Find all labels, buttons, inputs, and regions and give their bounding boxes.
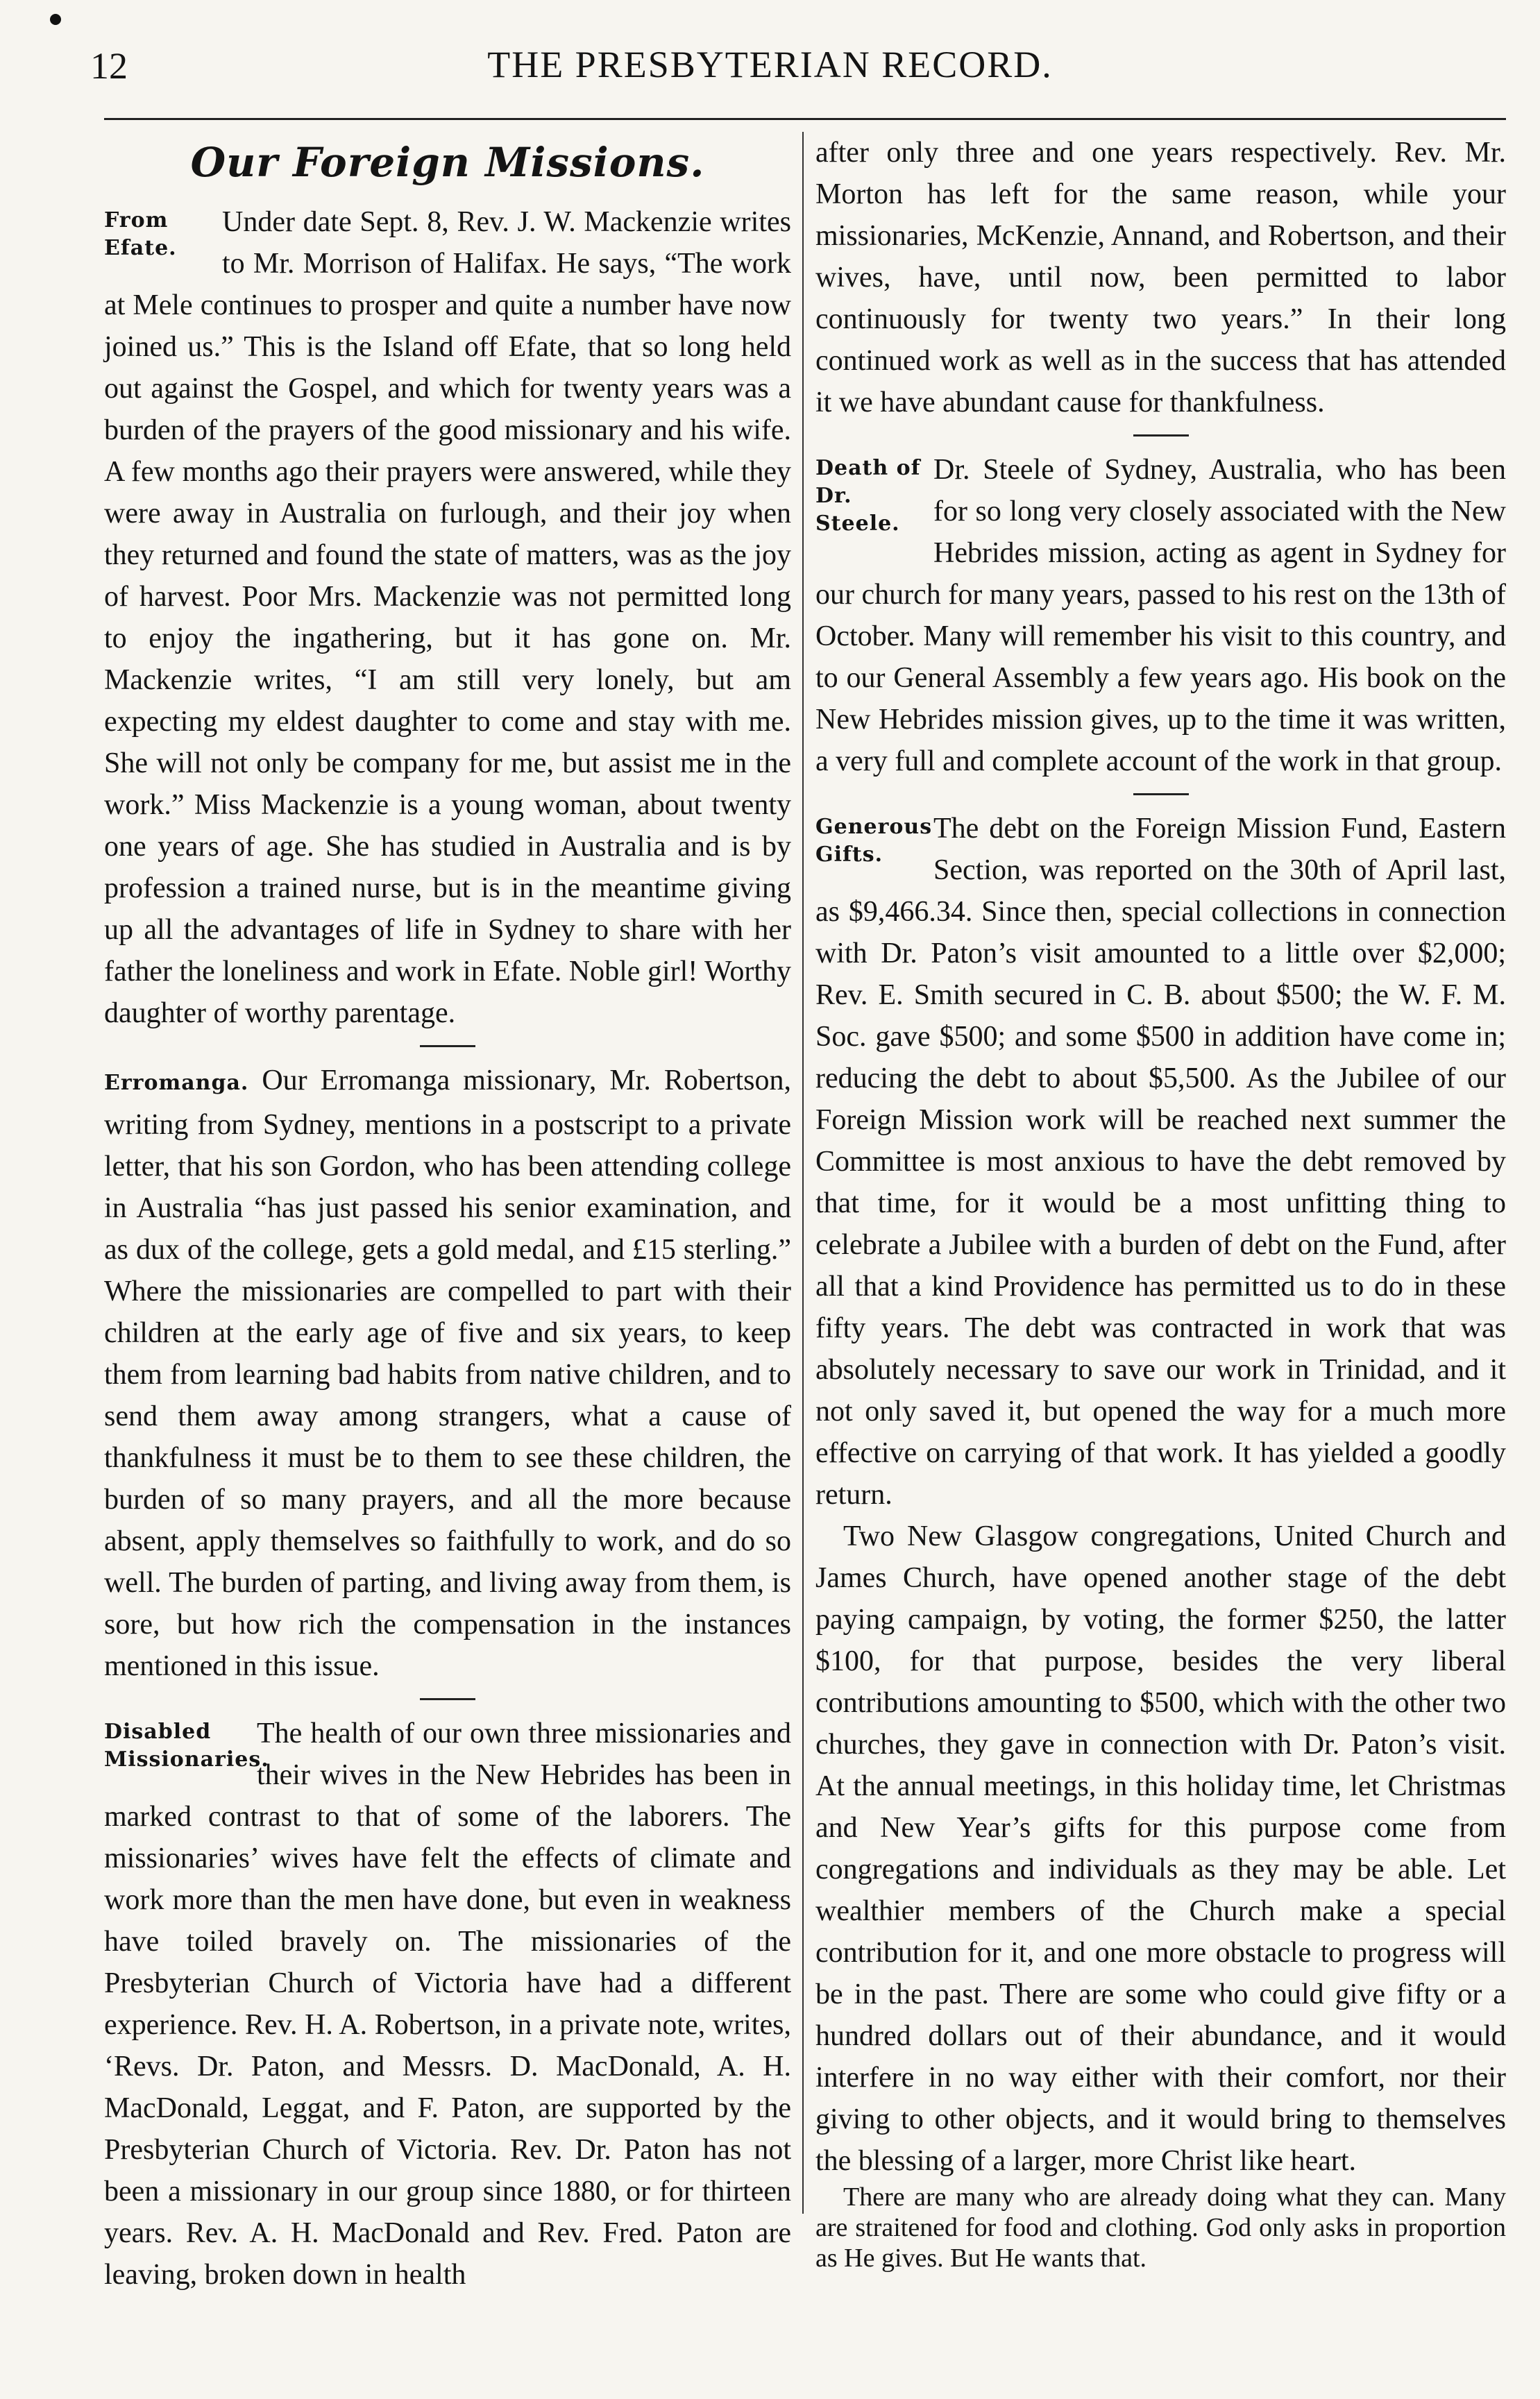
sidehead-efate: From Efate. — [104, 208, 177, 260]
article-gifts-text: The debt on the Foreign Mission Fund, Eastern Section, was reported on the 30th of April last, as $9,466.34. Since then, special collections in connection with Dr. Paton’s visit amounted to a little over $2,000; Rev. E. Smith secured in C. B. about $500; the W. F. M. Soc. gave $500; and some $500 in addition have come in; reducing the debt to about $5,500. As the Jubilee of our Foreign Mission work will be reached next summer the Committee is most anxious to have the debt removed by that time, for it would be a most unfitting thing to celebrate a Jubilee with a burden of debt on the Fund, after all that a kind Providence has permitted us to do in these fifty years. The debt was contracted in work that was absolutely necessary to save our work in Trinidad, and it not only saved it, but opened the way for a much more effective on carrying of that work. It has yielded a goodly return. — [815, 813, 1506, 1511]
article-steele — [815, 449, 1506, 782]
article-erromanga-text: Our Erromanga missionary, Mr. Robertson, writing from Sydney, mentions in a postscript to a private letter, that his son Gordon, who has been attending college in Australia “has just passed his senior examination, and as dux of the college, gets a gold medal, and £15 sterling.” Where the missionaries are compelled to part with their children at the early age of five and six years, to keep them from learning bad habits from native children, and to send them away among strangers, what a cause of thankfulness it must be to them to see these children, the burden of so many prayers, and all the more because absent, apply themselves so faithfully to work, and do so well. The burden of parting, and living away from them, is sore, but how rich the compensation in the instances mentioned in this issue. — [104, 1065, 791, 1682]
divider — [1133, 434, 1189, 436]
article-steele-text: Dr. Steele of Sydney, Australia, who has been for so long very closely associated with the New Hebrides mission, acting as agent in Sydney for our church for many years, passed to his rest on the 13th of October. Many will remember his visit to this country, and to our General Assembly a few years ago. His book on the New Hebrides mission gives, up to the time it was written, a very full and complete account of the work in that group. — [815, 454, 1506, 777]
section-masthead: Our Foreign Missions. — [190, 139, 705, 186]
divider — [420, 1698, 475, 1700]
article-disabled-text: The health of our own three missionaries and their wives in the New Hebrides has been in marked contrast to that of some of the laborers. The missionaries’ wives have felt the effects of climate and work more than the men have done, but even in weakness have toiled bravely on. The missionaries of the Presbyterian Church of Victoria have had a different experience. Rev. H. A. Robertson, in a private note, writes, ‘Revs. Dr. Paton, and Messrs. D. MacDonald, A. H. MacDonald, Leggat, and F. Paton, are supported by the Presbyterian Church of Victoria. Rev. Dr. Paton has not been a missionary in our group since 1880, or for thirteen years. Rev. A. H. MacDonald and Rev. Fred. Paton are leaving, broken down in health — [104, 1718, 791, 2291]
divider — [1133, 793, 1189, 795]
header-rule — [104, 118, 1506, 120]
sidehead-gifts: Generous Gifts. — [815, 815, 933, 867]
right-column — [815, 132, 1506, 2273]
page-number: 12 — [90, 45, 128, 87]
bullet-mark — [50, 14, 61, 25]
article-efate — [104, 201, 791, 1034]
article-disabled — [104, 1713, 791, 2296]
sidehead-erromanga: Erromanga. — [104, 1071, 249, 1095]
article-gifts — [815, 808, 1506, 1516]
article-gifts-para2: Two New Glasgow congregations, United Church and James Church, have opened another stage of the debt paying campaign, by voting, the former $250, the latter $100, for that purpose, besides the very liberal contributions amounting to $500, which with the other two churches, they gave in connection with Dr. Paton’s visit. At the annual meetings, in this holiday time, let Christmas and New Year’s gifts for this purpose come from congregations and individuals as they may be able. Let wealthier members of the Church make a special contribution for it, and one more obstacle to progress will be in the past. There are some who could give fifty or a hundred dollars out of their abundance, and it would interfere in no way either with their comfort, nor their giving to other objects, and it would bring to themselves the blessing of a larger, more Christ like heart. — [815, 1520, 1506, 2177]
sidehead-steele: Death of Dr. Steele. — [815, 456, 921, 536]
sidehead-disabled: Disabled Missionaries. — [104, 1720, 269, 1772]
article-erromanga — [104, 1060, 791, 1687]
column-rule — [802, 132, 804, 2214]
left-column — [104, 132, 791, 2296]
article-disabled-continued: after only three and one years respectively. Rev. Mr. Morton has left for the same reason, while your missionaries, McKenzie, Annand, and Robertson, and their wives, have, until now, been permitted to labor continuously for twenty two years.” In their long continued work as well as in the success that has attended it we have abundant cause for thankfulness. — [815, 137, 1506, 418]
article-efate-text: Under date Sept. 8, Rev. J. W. Mackenzie writes to Mr. Morrison of Halifax. He says, “The work at Mele continues to prosper and quite a number have now joined us.” This is the Island off Efate, that so long held out against the Gospel, and which for twenty years was a burden of the prayers of the good missionary and his wife. A few months ago their prayers were answered, while they were away in Australia on furlough, and their joy when they returned and found the state of matters, was as the joy of harvest. Poor Mrs. Mackenzie was not permitted long to enjoy the ingathering, but it has gone on. Mr. Mackenzie writes, “I am still very lonely, but am expecting my eldest daughter to come and stay with me. She will not only be company for me, but assist me in the work.” Miss Mackenzie is a young woman, about twenty one years of age. She has studied in Australia and is by profession a trained nurse, but is in the meantime giving up all the advantages of life in Sydney to share with her father the loneliness and work in Efate. Noble girl! Worthy daughter of worthy parentage. — [104, 206, 791, 1029]
running-title: THE PRESBYTERIAN RECORD. — [487, 44, 1053, 85]
article-gifts-para3: There are many who are already doing what they can. Many are straitened for food and clothing. God only asks in proportion as He gives. But He wants that. — [815, 2182, 1506, 2273]
divider — [420, 1045, 475, 1047]
